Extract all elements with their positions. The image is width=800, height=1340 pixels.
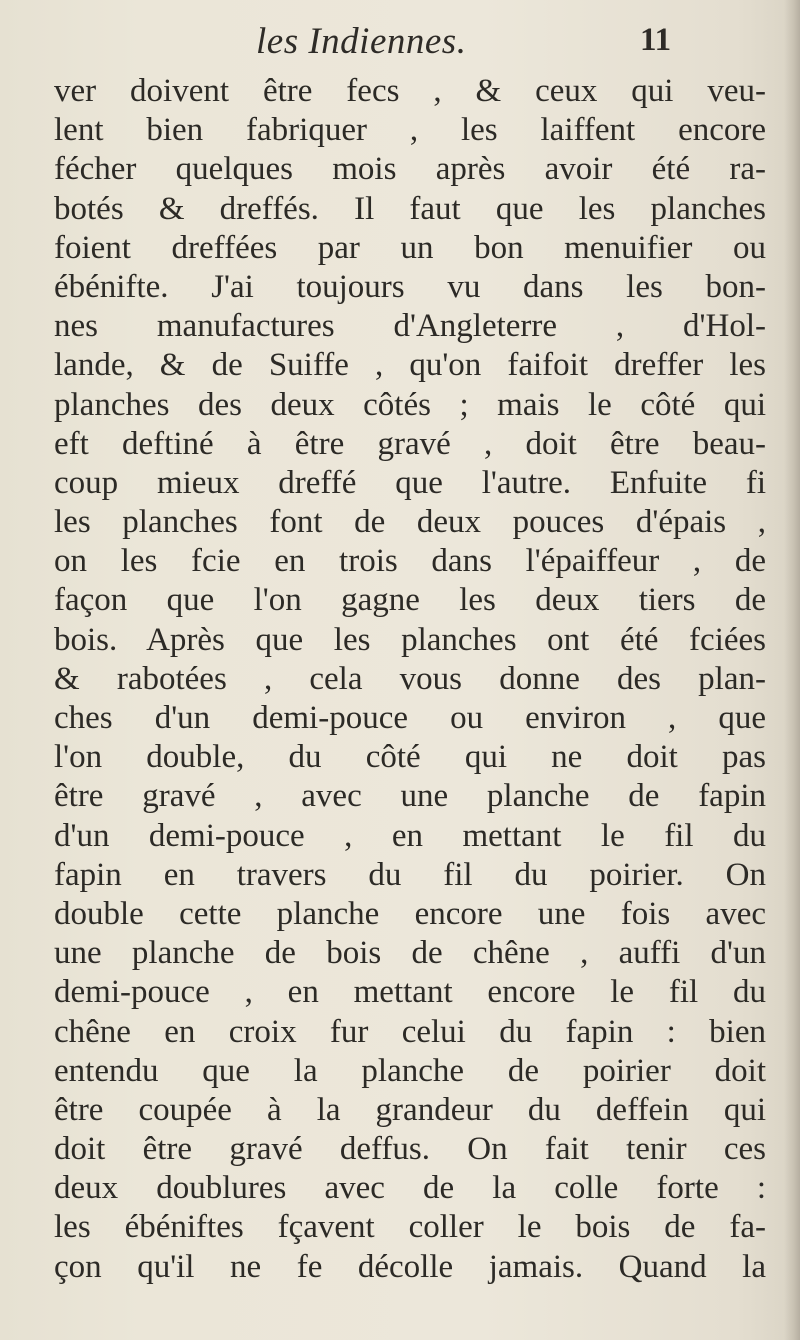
text-line: fapin en travers du fil du poirier. On <box>54 856 766 893</box>
text-line: fécher quelques mois après avoir été ra- <box>54 151 766 188</box>
text-line: doit être gravé deffus. On fait tenir ces <box>54 1131 766 1168</box>
body-text <box>54 72 766 1287</box>
text-line: les ébéniftes fçavent coller le bois de fa- <box>54 1209 766 1246</box>
text-line: ver doivent être fecs , & ceux qui veu- <box>54 73 766 109</box>
text-line: deux doublures avec de la colle forte : <box>54 1170 766 1207</box>
text-line: foient dreffées par un bon menuifier ou <box>54 229 766 266</box>
text-line: entendu que la planche de poirier doit <box>54 1052 766 1089</box>
text-line: bois. Après que les planches ont été fciées <box>54 621 766 658</box>
text-line: nes manufactures d'Angleterre , d'Hol- <box>54 308 766 345</box>
text-line: les planches font de deux pouces d'épais , <box>54 504 766 541</box>
text-line: lent bien fabriquer , les laiffent encore <box>54 112 766 149</box>
page-gutter-shadow <box>784 0 800 1340</box>
text-line: une planche de bois de chêne , auffi d'un <box>54 935 766 972</box>
text-line: çon qu'il ne fe décolle jamais. Quand la <box>54 1248 766 1285</box>
text-line: d'un demi-pouce , en mettant le fil du <box>54 817 766 854</box>
page-header <box>0 20 800 76</box>
text-line: planches des deux côtés ; mais le côté qui <box>54 386 766 423</box>
text-line: être gravé , avec une planche de fapin <box>54 778 766 815</box>
page-number: 11 <box>640 22 672 58</box>
text-line: coup mieux dreffé que l'autre. Enfuite fi <box>54 464 766 501</box>
text-line: double cette planche encore une fois avec <box>54 895 766 932</box>
text-line: botés & dreffés. Il faut que les planches <box>54 190 766 227</box>
text-line: demi-pouce , en mettant encore le fil du <box>54 974 766 1011</box>
text-line: lande, & de Suiffe , qu'on faifoit dreffer les <box>54 347 766 384</box>
text-line: ébénifte. J'ai toujours vu dans les bon- <box>54 268 766 305</box>
text-line: on les fcie en trois dans l'épaiffeur , de <box>54 543 766 580</box>
text-line: façon que l'on gagne les deux tiers de <box>54 582 766 619</box>
text-line: ches d'un demi-pouce ou environ , que <box>54 700 766 736</box>
text-line: eft deftiné à être gravé , doit être beau- <box>54 425 766 462</box>
text-line: l'on double, du côté qui ne doit pas <box>54 739 766 776</box>
running-title: les Indiennes. <box>256 21 467 62</box>
text-line: & rabotées , cela vous donne des plan- <box>54 660 766 697</box>
text-line: être coupée à la grandeur du deffein qui <box>54 1091 766 1128</box>
text-line: chêne en croix fur celui du fapin : bien <box>54 1013 766 1050</box>
